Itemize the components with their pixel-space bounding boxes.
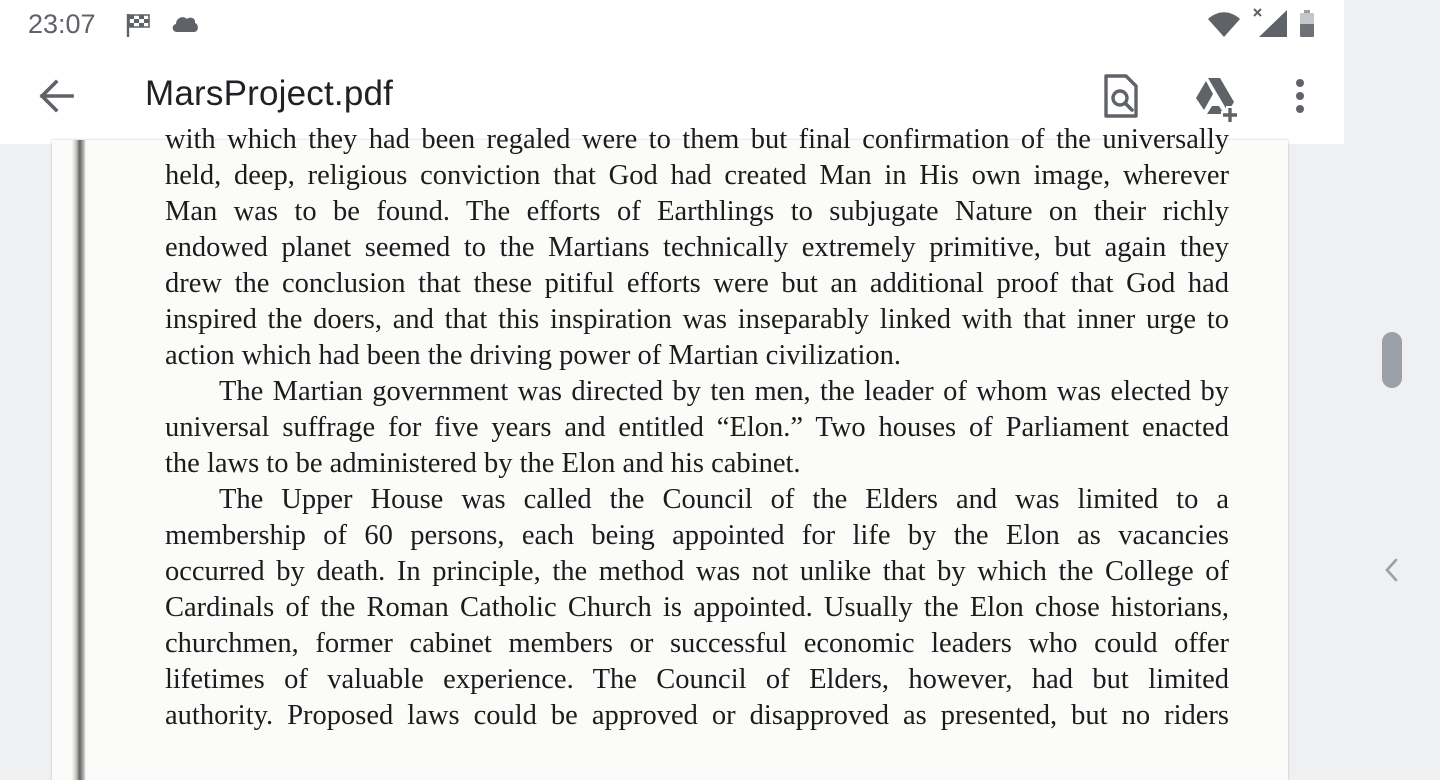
document-text-line: lifetimes of valuable experience. The Council of Elders, however, had but limited [165, 664, 1229, 695]
find-in-document-icon [1092, 68, 1148, 124]
document-text-line: churchmen, former cabinet members or successful economic leaders who could offer [165, 628, 1229, 659]
document-title: MarsProject.pdf [145, 74, 394, 113]
document-text-line: with which they had been regaled were to them but final confirmation of the universally [165, 124, 1229, 155]
chevron-left-icon [1380, 556, 1404, 584]
back-button[interactable] [20, 70, 92, 122]
checkered-flag-icon [124, 12, 152, 38]
document-text-line: the laws to be administered by the Elon and his cabinet. [165, 448, 801, 479]
status-time: 23:07 [28, 9, 96, 39]
document-text-line: held, deep, religious conviction that God had created Man in His own image, wherever [165, 160, 1229, 191]
arrow-back-icon [20, 70, 92, 122]
document-text-line: Cardinals of the Roman Catholic Church is appointed. Usually the Elon chose historians, [165, 592, 1229, 623]
pdf-page [52, 124, 1288, 780]
page-binding-shadow [72, 140, 86, 780]
cell-signal-icon [1250, 6, 1290, 38]
document-text-line: The Martian government was directed by ten men, the leader of whom was elected by [219, 376, 1229, 407]
battery-icon [1298, 10, 1316, 38]
cloud-icon [170, 13, 200, 33]
edge-panel-handle[interactable] [1380, 556, 1404, 584]
find-in-document-button[interactable] [1092, 68, 1148, 124]
more-options-button[interactable] [1272, 68, 1328, 124]
document-text-line: universal suffrage for five years and entitled “Elon.” Two houses of Parliament enacted [165, 412, 1229, 443]
document-text-line: inspired the doers, and that this inspiration was inseparably linked with that inner urge to [165, 304, 1229, 335]
document-text-line: occurred by death. In principle, the method was not unlike that by which the College of [165, 556, 1229, 587]
document-text-line: endowed planet seemed to the Martians technically extremely primitive, but again they [165, 232, 1229, 263]
document-text-line: action which had been the driving power of Martian civilization. [165, 340, 902, 371]
page-text [165, 122, 1229, 734]
add-to-drive-icon [1188, 68, 1244, 124]
status-bar [0, 0, 1344, 50]
document-text-line: Man was to be found. The efforts of Earthlings to subjugate Nature on their richly [165, 196, 1229, 227]
add-to-drive-button[interactable] [1188, 68, 1244, 124]
fast-scroll-handle[interactable] [1382, 332, 1402, 388]
wifi-icon [1206, 10, 1242, 38]
more-vert-icon [1272, 68, 1328, 124]
document-text-line: membership of 60 persons, each being appointed for life by the Elon as vacancies [165, 520, 1229, 551]
document-viewer[interactable] [0, 124, 1344, 731]
document-text-line: drew the conclusion that these pitiful efforts were but an additional proof that God had [165, 268, 1229, 299]
document-text-line: authority. Proposed laws could be approved or disapproved as presented, but no riders [165, 700, 1229, 731]
document-text-line: The Upper House was called the Council of the Elders and was limited to a [219, 484, 1229, 515]
